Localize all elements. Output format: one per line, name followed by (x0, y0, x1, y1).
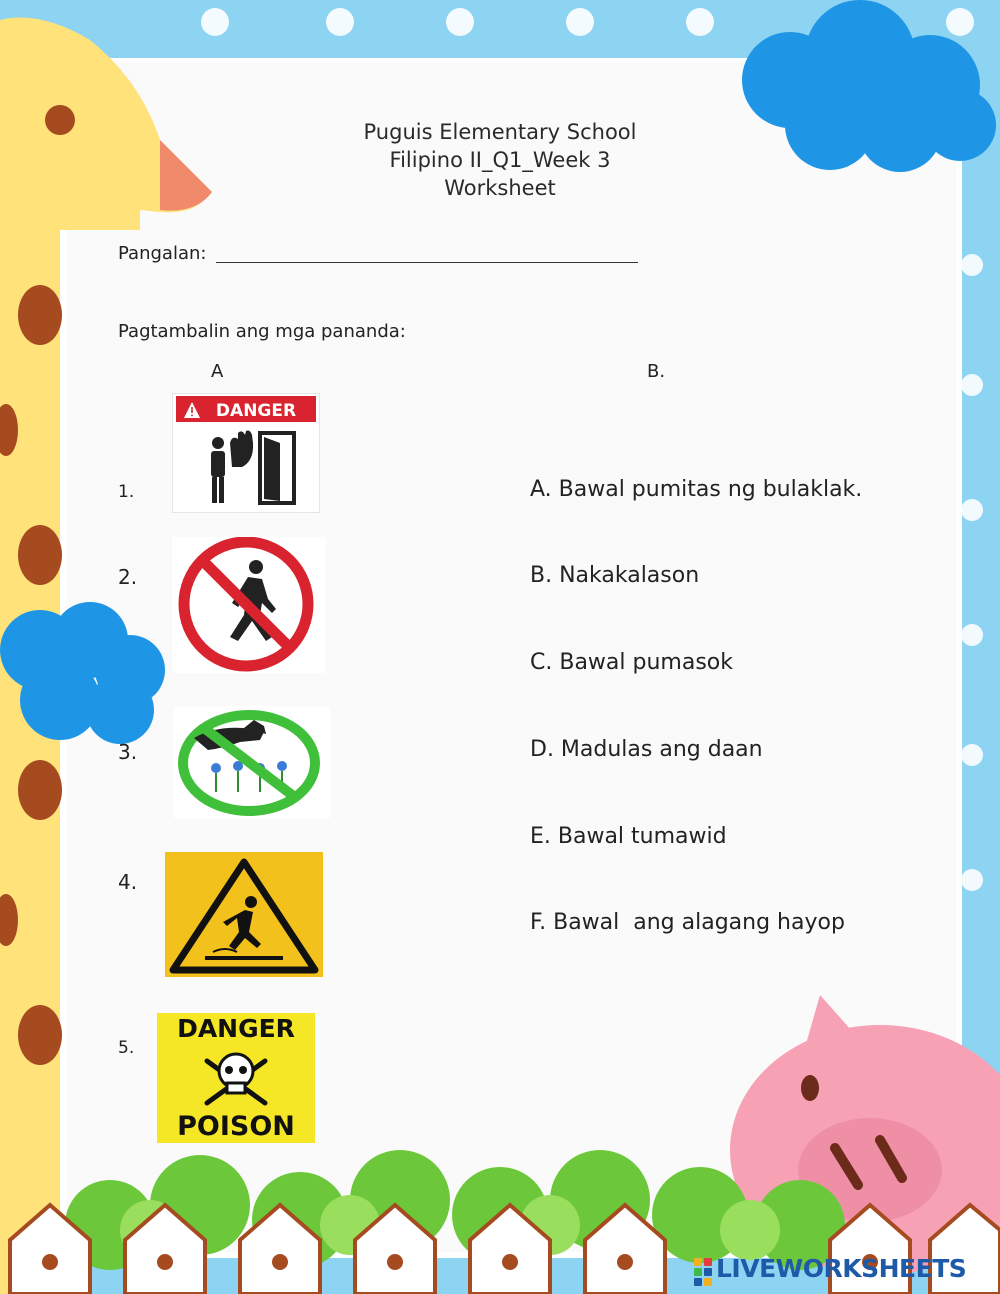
choice-b: B. Nakakalason (530, 563, 700, 588)
item-number-2: 2. (118, 565, 138, 589)
sign-1-danger-text: DANGER (215, 401, 297, 421)
sign-5-danger-text: DANGER (177, 1014, 295, 1043)
name-label: Pangalan: (118, 243, 207, 264)
column-a-label: A (211, 361, 224, 382)
subject-line: Filipino II_Q1_Week 3 (389, 148, 611, 172)
choice-f: F. Bawal ang alagang hayop (530, 910, 845, 935)
no-pedestrian-sign[interactable] (172, 537, 326, 673)
choice-d: D. Madulas ang daan (530, 737, 763, 762)
choice-c: C. Bawal pumasok (530, 650, 733, 675)
choice-a: A. Bawal pumitas ng bulaklak. (530, 477, 863, 502)
danger-poison-sign[interactable] (157, 1013, 315, 1143)
column-b-label: B. (647, 361, 666, 382)
worksheet-title: Worksheet (444, 176, 556, 200)
no-picking-flowers-sign[interactable] (174, 706, 330, 818)
instruction-text: Pagtambalin ang mga pananda: (118, 321, 406, 342)
name-input-line[interactable] (216, 262, 638, 263)
choice-e: E. Bawal tumawid (530, 824, 727, 849)
sign-5-poison-text: POISON (177, 1111, 295, 1142)
item-number-5: 5. (118, 1038, 135, 1058)
danger-keep-out-sign[interactable] (172, 393, 320, 513)
item-number-1: 1. (118, 482, 135, 502)
item-number-4: 4. (118, 870, 138, 894)
slippery-floor-sign[interactable] (165, 852, 323, 977)
school-name: Puguis Elementary School (363, 120, 637, 144)
item-number-3: 3. (118, 740, 138, 764)
branding-text: LIVEWORKSHEETS (716, 1254, 967, 1283)
liveworksheets-logo (694, 1254, 994, 1286)
